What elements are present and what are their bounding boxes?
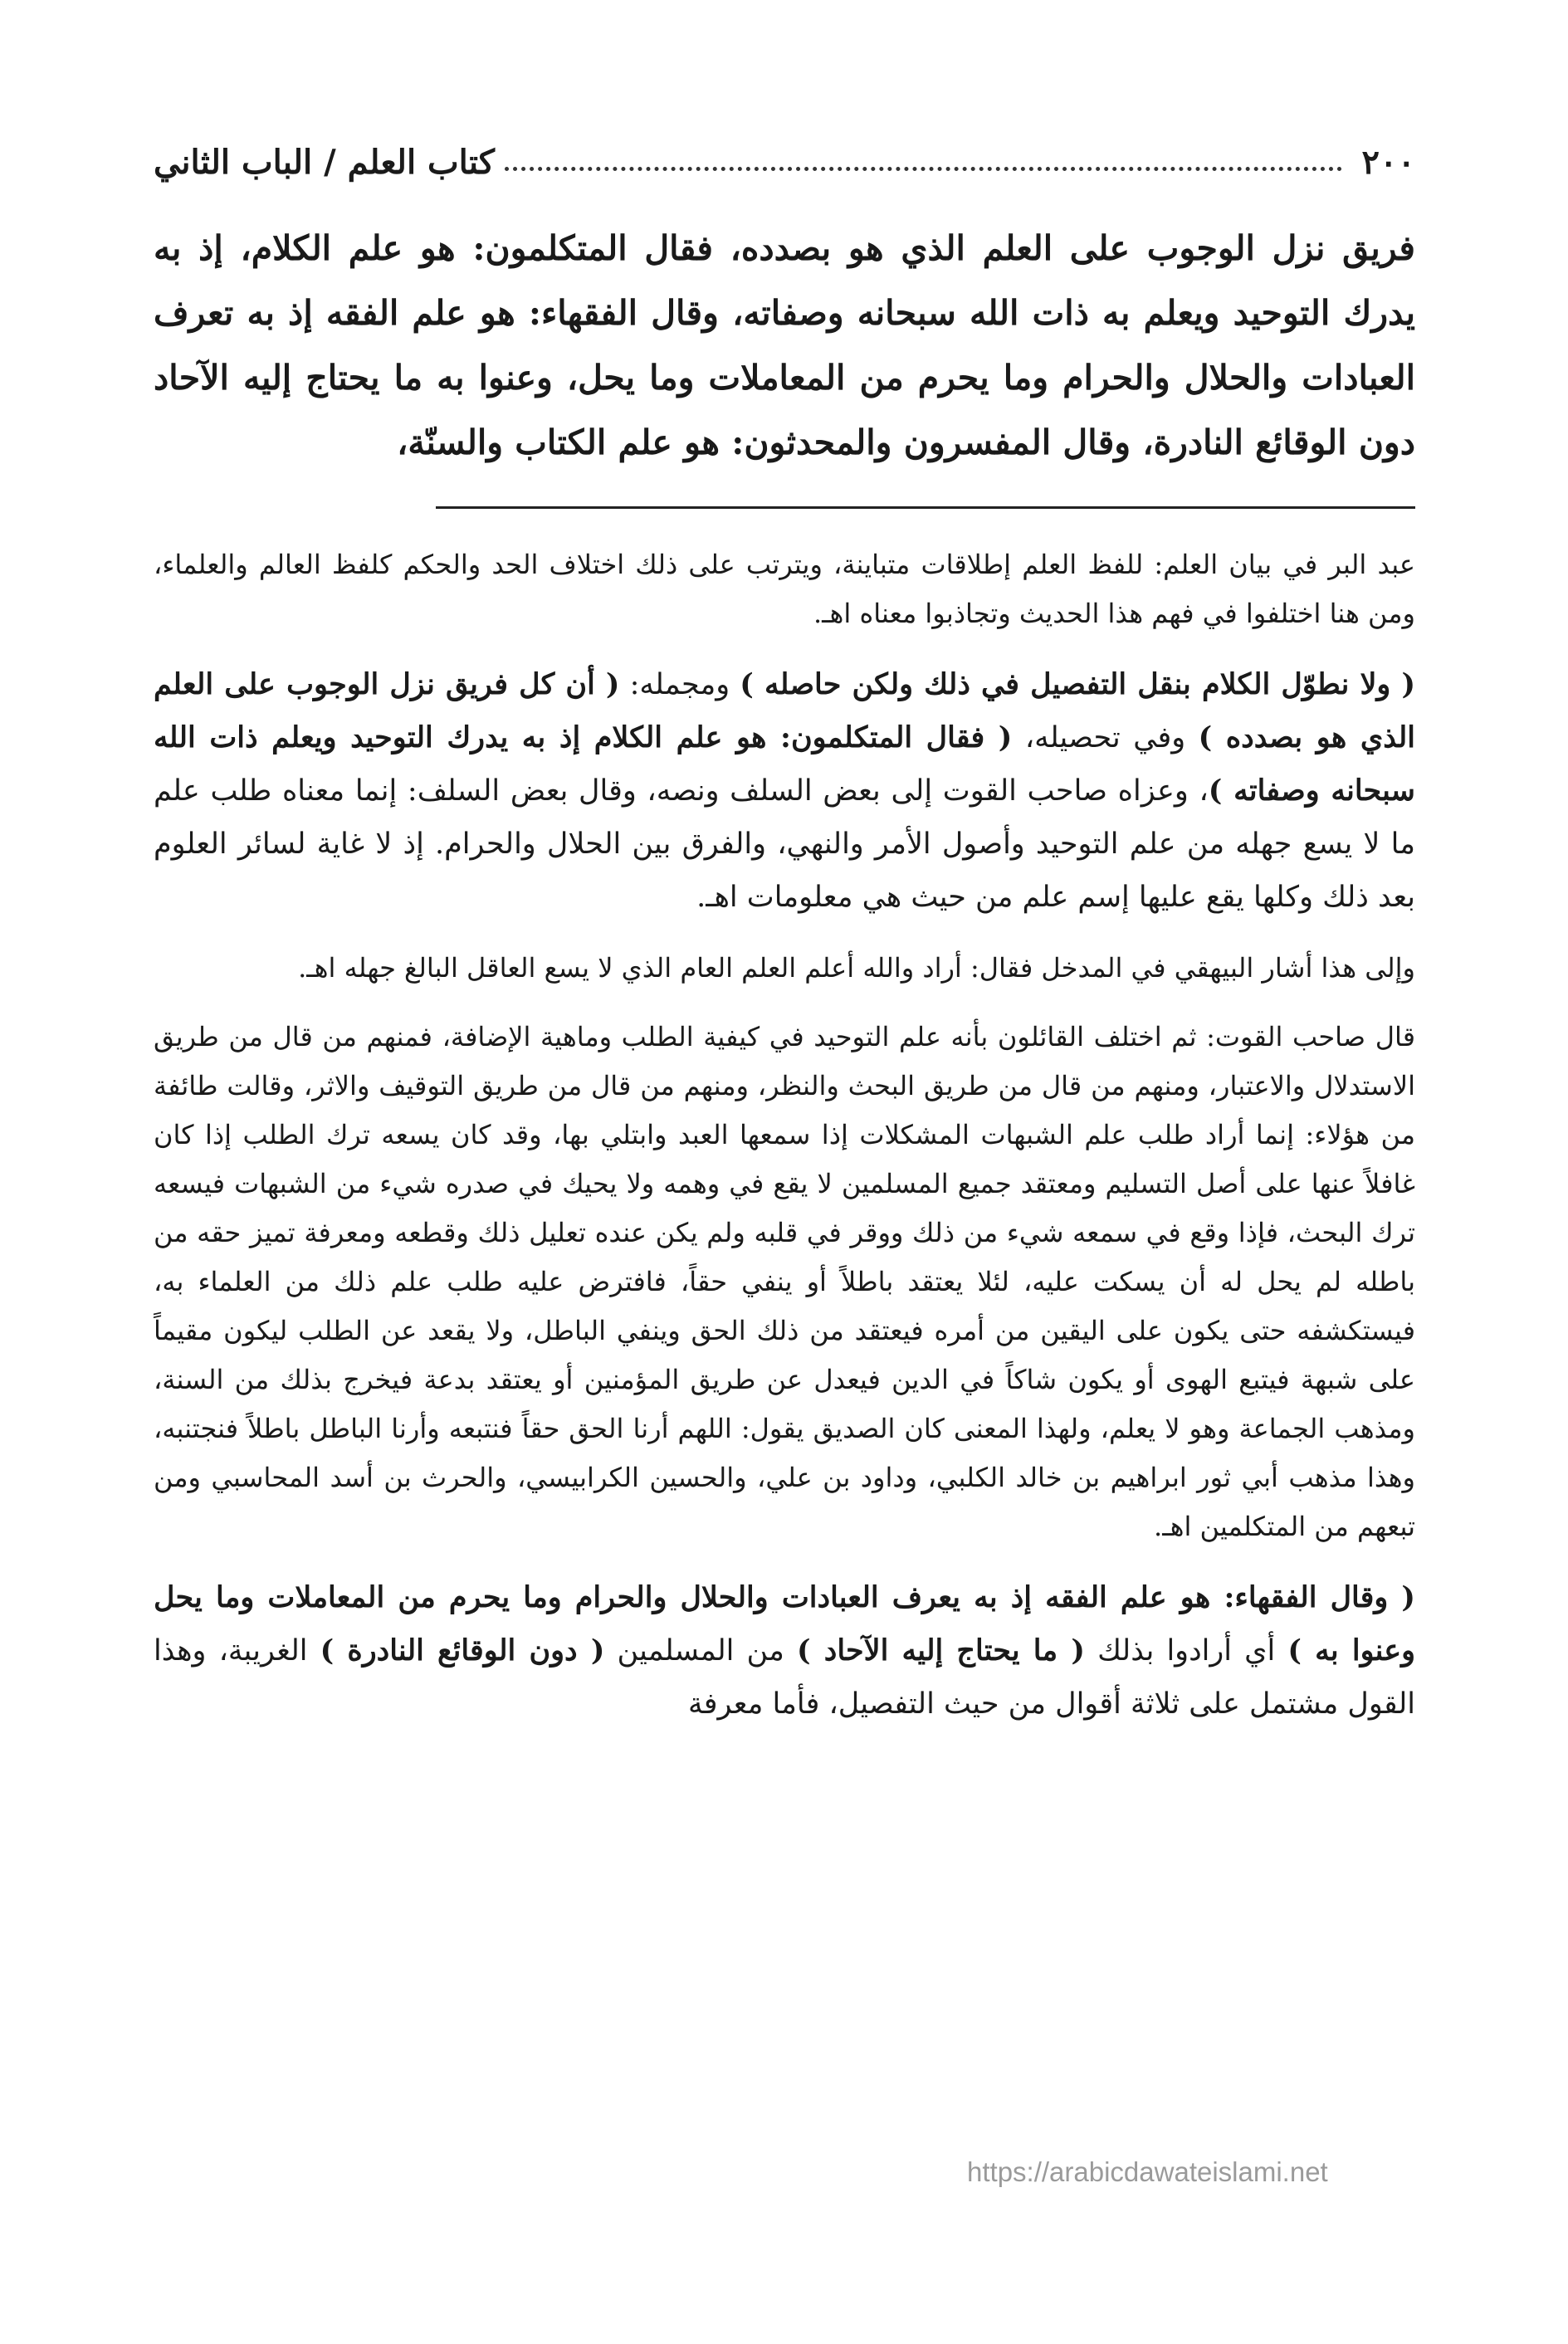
commentary-text: وفي تحصيله، — [1012, 721, 1199, 754]
commentary-text: ومجمله: — [619, 668, 740, 701]
quoted-matn-text: ( ولا نطوّل الكلام بنقل التفصيل في ذلك ولكن حاصله ) — [740, 667, 1416, 701]
quoted-matn-text: ( أن كل فريق نزل الوجوب على العلم الذي هو بصدده ) — [154, 667, 1416, 754]
quoted-matn-text: ( ما يحتاج إليه الآحاد ) — [797, 1633, 1085, 1668]
quoted-matn-text: ( فقال المتكلمون: هو علم الكلام إذ به يدرك التوحيد ويعلم ذات الله سبحانه وصفاته ) — [154, 720, 1416, 808]
quoted-matn-text: ( وقال الفقهاء: هو علم الفقه إذ به يعرف العبادات والحلال والحرام وما يحرم من المعاملات وما يحل وعنوا به ) — [154, 1580, 1415, 1668]
quoted-matn-text: ( دون الوقائع النادرة ) — [320, 1633, 605, 1668]
commentary-text: من المسلمين — [604, 1634, 798, 1668]
main-text: فريق نزل الوجوب على العلم الذي هو بصدده، فقال المتكلمون: هو علم الكلام، إذ به يدرك التوحيد ويعلم به ذات الله سبحانه وصفاته، وقال الفقهاء: هو علم الفقه إذ به تعرف العبادات والحلال والحرام وما يحرم من المعاملات وما يحل، وعنوا به ما يحتاج إليه الآحاد دون الوقائع النادرة، وقال المفسرون والمحدثون: هو علم الكتاب والسنّة، — [154, 228, 1415, 462]
commentary-separator — [436, 506, 1415, 509]
commentary-paragraph — [154, 658, 1415, 924]
commentary-paragraph — [154, 540, 1415, 638]
commentary-section — [154, 540, 1415, 1731]
commentary-text: الغريبة، وهذا القول مشتمل على ثلاثة أقوال من حيث التفصيل، فأما معرفة — [154, 1634, 1415, 1721]
book-page — [154, 125, 1415, 1751]
running-title: كتاب العلم / الباب الثاني — [154, 143, 495, 182]
page-header — [154, 125, 1415, 183]
commentary-text: ، وعزاه صاحب القوت إلى بعض السلف ونصه، وقال بعض السلف: إنما معناه طلب علم ما لا يسع جهله من علم التوحيد وأصول الأمر والنهي، والفرق بين الحلال والحرام. إذ لا غاية لسائر العلوم بعد ذلك وكلها يقع عليها إسم علم من حيث هي معلومات اهـ. — [154, 774, 1415, 914]
commentary-paragraph — [154, 1013, 1415, 1551]
header-dotted-leader — [505, 167, 1342, 171]
commentary-text: عبد البر في بيان العلم: للفظ العلم إطلاقات متباينة، ويترتب على ذلك اختلاف الحد والحكم كلفظ العالم والعلماء، ومن هنا اختلفوا في فهم هذا الحديث وتجاذبوا معناه اهـ. — [154, 549, 1416, 629]
page-number: ٢٠٠ — [1361, 143, 1415, 182]
commentary-text: قال صاحب القوت: ثم اختلف القائلون بأنه علم التوحيد في كيفية الطلب وماهية الإضافة، فمنهم من قال من طريق الاستدلال والاعتبار، ومنهم من قال من طريق البحث والنظر، ومنهم من قال من طريق التوقيف والاثر، وقالت طائفة من هؤلاء: إنما أراد طلب علم الشبهات المشكلات إذا سمعها العبد وابتلي بها، وقد كان يسعه ترك الطلب إذا كان غافلاً عنها على أصل التسليم ومعتقد جميع المسلمين لا يقع في وهمه ولا يحيك في صدره شيء من الشبهات فيسعه ترك البحث، فإذا وقع في سمعه شيء من ذلك ووقر في قلبه ولم يكن عنده تعليل ذلك وقطعه ومعرفة تميز حقه من باطله لم يحل له أن يسكت عليه، لئلا يعتقد باطلاً أو ينفي حقاً، فافترض عليه طلب علم ذلك من العلماء به، فيستكشفه حتى يكون على اليقين من أمره فيعتقد من ذلك الحق وينفي الباطل، ولا يقعد عن الطلب ليكون مقيماً على شبهة فيتبع الهوى أو يكون شاكاً في الدين فيعدل عن طريق المؤمنين أو يعتقد بدعة فيخرج بذلك من السنة، ومذهب الجماعة وهو لا يعلم، ولهذا المعنى كان الصديق يقول: اللهم أرنا الحق حقاً فنتبعه وأرنا الباطل باطلاً فنجتنبه، وهذا مذهب أبي ثور ابراهيم بن خالد الكلبي، وداود بن علي، والحسين الكرابيسي، والحرث بن أسد المحاسبي ومن تبعهم من المتكلمين اهـ. — [154, 1021, 1416, 1542]
watermark-url: https://arabicdawateislami.net — [967, 2156, 1328, 2187]
commentary-paragraph — [154, 1571, 1415, 1731]
commentary-paragraph — [154, 944, 1415, 993]
commentary-text: وإلى هذا أشار البيهقي في المدخل فقال: أراد والله أعلم العلم العام الذي لا يسع العاقل البالغ جهله اهـ. — [298, 952, 1415, 984]
commentary-text: أي أرادوا بذلك — [1084, 1634, 1288, 1668]
